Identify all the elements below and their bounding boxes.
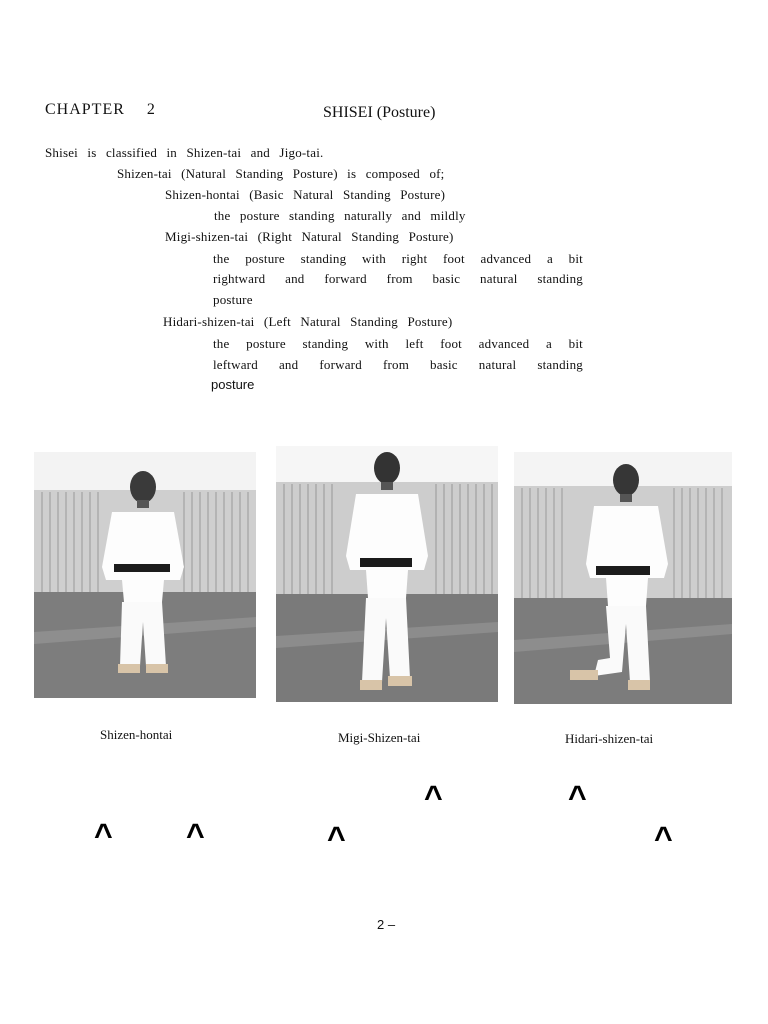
photo-migi-shizen-tai — [276, 446, 498, 702]
item3-desc-line1: the posture standing with left foot advanced a bit — [213, 336, 583, 351]
item2-desc-line1: the posture standing with right foot advanced a bit — [213, 251, 583, 266]
photo-hidari-shizen-tai — [514, 452, 732, 704]
item2-desc-line2: rightward and forward from basic natural standing — [213, 271, 583, 286]
item2-desc-line3: posture — [213, 292, 253, 307]
intro-line: Shisei is classified in Shizen-tai and Jigo-tai. — [45, 145, 324, 160]
caption-hidari-shizen-tai: Hidari-shizen-tai — [565, 731, 654, 746]
item3-name: Hidari-shizen-tai (Left Natural Standing Posture) — [163, 314, 453, 329]
composition-line: Shizen-tai (Natural Standing Posture) is composed of; — [117, 166, 445, 181]
caption-migi-shizen-tai: Migi-Shizen-tai — [338, 730, 421, 745]
caret-mark: ^ — [568, 779, 587, 815]
item2-name: Migi-shizen-tai (Right Natural Standing Posture) — [165, 229, 454, 244]
caret-mark: ^ — [654, 820, 673, 856]
caption-shizen-hontai: Shizen-hontai — [100, 727, 173, 742]
chapter-heading — [45, 101, 156, 119]
item3-desc-line2: leftward and forward from basic natural standing — [213, 357, 583, 372]
chapter-number: 2 — [146, 101, 156, 118]
item3-desc-line3: posture — [211, 377, 255, 392]
caret-mark: ^ — [186, 817, 205, 853]
photo-shizen-hontai — [34, 452, 256, 698]
page-number: 2 – — [377, 917, 396, 932]
caret-mark: ^ — [424, 779, 443, 815]
caret-mark: ^ — [327, 820, 346, 856]
item1-name: Shizen-hontai (Basic Natural Standing Posture) — [165, 187, 446, 202]
chapter-word: CHAPTER — [45, 101, 125, 118]
item1-desc: the posture standing naturally and mildly — [214, 208, 466, 223]
caret-mark: ^ — [94, 817, 113, 853]
page-title: SHISEI (Posture) — [323, 104, 436, 121]
